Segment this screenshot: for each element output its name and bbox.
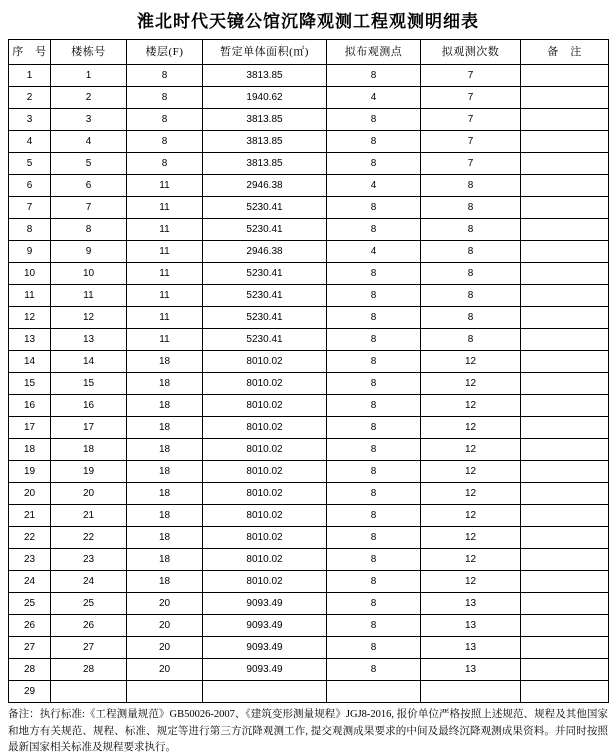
cell-remark <box>521 307 609 329</box>
cell-building: 17 <box>51 417 127 439</box>
table-row <box>9 351 609 373</box>
table-row <box>9 439 609 461</box>
cell-remark <box>521 373 609 395</box>
table-header-row <box>9 40 609 65</box>
table-row <box>9 131 609 153</box>
cell-floor: 18 <box>127 417 203 439</box>
cell-area: 8010.02 <box>203 461 327 483</box>
cell-times: 13 <box>421 593 521 615</box>
cell-points: 8 <box>327 263 421 285</box>
table-row <box>9 461 609 483</box>
cell-seq: 13 <box>9 329 51 351</box>
cell-seq: 6 <box>9 175 51 197</box>
cell-points: 8 <box>327 329 421 351</box>
cell-remark <box>521 351 609 373</box>
cell-floor: 20 <box>127 593 203 615</box>
table-row <box>9 395 609 417</box>
cell-floor: 18 <box>127 505 203 527</box>
cell-remark <box>521 549 609 571</box>
cell-remark <box>521 417 609 439</box>
cell-area: 8010.02 <box>203 373 327 395</box>
table-row <box>9 483 609 505</box>
cell-times: 12 <box>421 373 521 395</box>
cell-remark <box>521 153 609 175</box>
page-title: 淮北时代天镜公馆沉降观测工程观测明细表 <box>137 12 479 31</box>
column-header-times: 拟观测次数 <box>421 40 521 65</box>
column-header-points: 拟布观测点 <box>327 40 421 65</box>
cell-area: 9093.49 <box>203 637 327 659</box>
cell-floor: 20 <box>127 615 203 637</box>
cell-points: 8 <box>327 373 421 395</box>
cell-remark <box>521 241 609 263</box>
column-header-seq: 序 号 <box>9 40 51 65</box>
cell-building: 12 <box>51 307 127 329</box>
column-header-remark: 备 注 <box>521 40 609 65</box>
cell-remark <box>521 505 609 527</box>
footer-note: 备注：执行标准:《工程测量规范》GB50026-2007、《建筑变形测量规程》JGJ8-2016, 报价单位严格按照上述规范、规程及其他国家和地方有关规范、规程、标准、规定等进行第三方沉降观测工作, 提交观测成果要求的中间及最终沉降观测成果资料。并同时按照最新国家相关标准及规程要求执行。 <box>8 709 608 753</box>
cell-remark <box>521 527 609 549</box>
table-row <box>9 505 609 527</box>
cell-seq: 11 <box>9 285 51 307</box>
cell-times: 8 <box>421 263 521 285</box>
cell-floor: 11 <box>127 263 203 285</box>
cell-floor: 11 <box>127 285 203 307</box>
cell-floor: 18 <box>127 483 203 505</box>
cell-times: 12 <box>421 417 521 439</box>
cell-remark <box>521 681 609 703</box>
cell-building: 23 <box>51 549 127 571</box>
cell-points: 8 <box>327 593 421 615</box>
cell-building: 18 <box>51 439 127 461</box>
cell-area: 9093.49 <box>203 593 327 615</box>
table-row <box>9 571 609 593</box>
cell-building: 1 <box>51 65 127 87</box>
column-header-floor: 楼层(F) <box>127 40 203 65</box>
cell-area: 2946.38 <box>203 241 327 263</box>
cell-points: 8 <box>327 395 421 417</box>
cell-area: 8010.02 <box>203 395 327 417</box>
table-row <box>9 615 609 637</box>
cell-times: 8 <box>421 285 521 307</box>
cell-seq: 1 <box>9 65 51 87</box>
cell-building: 20 <box>51 483 127 505</box>
cell-area: 8010.02 <box>203 351 327 373</box>
cell-times: 7 <box>421 65 521 87</box>
cell-points: 8 <box>327 505 421 527</box>
cell-seq: 29 <box>9 681 51 703</box>
cell-floor: 8 <box>127 153 203 175</box>
cell-times: 8 <box>421 197 521 219</box>
cell-times: 12 <box>421 483 521 505</box>
cell-floor: 18 <box>127 351 203 373</box>
cell-points: 8 <box>327 439 421 461</box>
cell-remark <box>521 131 609 153</box>
cell-points: 8 <box>327 461 421 483</box>
cell-remark <box>521 109 609 131</box>
table-row <box>9 109 609 131</box>
table-row <box>9 681 609 703</box>
cell-area: 5230.41 <box>203 285 327 307</box>
cell-remark <box>521 571 609 593</box>
cell-area: 3813.85 <box>203 65 327 87</box>
cell-building: 19 <box>51 461 127 483</box>
cell-times: 12 <box>421 351 521 373</box>
cell-area: 3813.85 <box>203 131 327 153</box>
cell-area: 8010.02 <box>203 571 327 593</box>
cell-building: 6 <box>51 175 127 197</box>
cell-floor: 11 <box>127 219 203 241</box>
cell-floor: 18 <box>127 395 203 417</box>
cell-times <box>421 681 521 703</box>
cell-times: 12 <box>421 505 521 527</box>
cell-seq: 10 <box>9 263 51 285</box>
cell-building: 5 <box>51 153 127 175</box>
cell-remark <box>521 175 609 197</box>
cell-floor: 11 <box>127 197 203 219</box>
cell-remark <box>521 439 609 461</box>
cell-points: 8 <box>327 549 421 571</box>
cell-building: 8 <box>51 219 127 241</box>
cell-seq: 28 <box>9 659 51 681</box>
cell-area: 5230.41 <box>203 219 327 241</box>
cell-building <box>51 681 127 703</box>
cell-building: 27 <box>51 637 127 659</box>
table-row <box>9 153 609 175</box>
cell-times: 8 <box>421 307 521 329</box>
cell-area: 8010.02 <box>203 505 327 527</box>
cell-points: 8 <box>327 527 421 549</box>
cell-area: 5230.41 <box>203 307 327 329</box>
cell-remark <box>521 593 609 615</box>
table-row <box>9 219 609 241</box>
cell-building: 7 <box>51 197 127 219</box>
cell-area: 8010.02 <box>203 483 327 505</box>
cell-seq: 23 <box>9 549 51 571</box>
cell-building: 22 <box>51 527 127 549</box>
cell-area: 5230.41 <box>203 329 327 351</box>
table-row <box>9 285 609 307</box>
cell-seq: 3 <box>9 109 51 131</box>
observation-detail-table <box>8 39 609 703</box>
cell-remark <box>521 637 609 659</box>
cell-times: 8 <box>421 329 521 351</box>
table-row <box>9 593 609 615</box>
cell-remark <box>521 483 609 505</box>
table-row <box>9 65 609 87</box>
cell-building: 14 <box>51 351 127 373</box>
table-row <box>9 527 609 549</box>
cell-remark <box>521 65 609 87</box>
cell-remark <box>521 461 609 483</box>
cell-times: 12 <box>421 461 521 483</box>
table-row <box>9 307 609 329</box>
cell-seq: 15 <box>9 373 51 395</box>
cell-area <box>203 681 327 703</box>
cell-seq: 19 <box>9 461 51 483</box>
cell-points: 8 <box>327 351 421 373</box>
cell-area: 8010.02 <box>203 527 327 549</box>
table-row <box>9 87 609 109</box>
cell-points: 8 <box>327 307 421 329</box>
cell-remark <box>521 263 609 285</box>
cell-seq: 2 <box>9 87 51 109</box>
cell-seq: 24 <box>9 571 51 593</box>
cell-area: 3813.85 <box>203 109 327 131</box>
cell-seq: 7 <box>9 197 51 219</box>
cell-floor: 18 <box>127 571 203 593</box>
cell-seq: 8 <box>9 219 51 241</box>
cell-times: 13 <box>421 637 521 659</box>
table-row <box>9 175 609 197</box>
cell-floor: 11 <box>127 175 203 197</box>
cell-seq: 9 <box>9 241 51 263</box>
cell-seq: 16 <box>9 395 51 417</box>
cell-building: 21 <box>51 505 127 527</box>
table-row <box>9 659 609 681</box>
cell-times: 7 <box>421 153 521 175</box>
table-row <box>9 329 609 351</box>
cell-remark <box>521 395 609 417</box>
cell-times: 12 <box>421 571 521 593</box>
cell-building: 24 <box>51 571 127 593</box>
cell-area: 8010.02 <box>203 417 327 439</box>
cell-points: 8 <box>327 285 421 307</box>
column-header-building: 楼栋号 <box>51 40 127 65</box>
cell-floor: 18 <box>127 461 203 483</box>
table-row <box>9 373 609 395</box>
cell-area: 3813.85 <box>203 153 327 175</box>
cell-area: 9093.49 <box>203 659 327 681</box>
cell-points: 8 <box>327 153 421 175</box>
table-row <box>9 263 609 285</box>
cell-seq: 27 <box>9 637 51 659</box>
cell-remark <box>521 197 609 219</box>
table-row <box>9 241 609 263</box>
cell-times: 12 <box>421 527 521 549</box>
cell-area: 2946.38 <box>203 175 327 197</box>
cell-floor: 18 <box>127 439 203 461</box>
cell-seq: 14 <box>9 351 51 373</box>
cell-remark <box>521 659 609 681</box>
table-row <box>9 637 609 659</box>
column-header-area: 暂定单体面积(㎡) <box>203 40 327 65</box>
cell-floor: 20 <box>127 637 203 659</box>
cell-area: 5230.41 <box>203 197 327 219</box>
cell-floor: 8 <box>127 131 203 153</box>
cell-building: 13 <box>51 329 127 351</box>
cell-points: 4 <box>327 241 421 263</box>
table-row <box>9 549 609 571</box>
cell-floor: 11 <box>127 307 203 329</box>
cell-points: 8 <box>327 65 421 87</box>
cell-floor: 11 <box>127 329 203 351</box>
cell-area: 8010.02 <box>203 439 327 461</box>
cell-building: 11 <box>51 285 127 307</box>
cell-building: 28 <box>51 659 127 681</box>
cell-seq: 12 <box>9 307 51 329</box>
table-header <box>9 40 609 65</box>
cell-seq: 5 <box>9 153 51 175</box>
cell-times: 7 <box>421 109 521 131</box>
cell-seq: 4 <box>9 131 51 153</box>
cell-seq: 20 <box>9 483 51 505</box>
cell-times: 7 <box>421 131 521 153</box>
cell-floor: 8 <box>127 87 203 109</box>
cell-remark <box>521 87 609 109</box>
cell-building: 26 <box>51 615 127 637</box>
cell-points: 4 <box>327 87 421 109</box>
cell-points: 8 <box>327 571 421 593</box>
cell-seq: 18 <box>9 439 51 461</box>
cell-area: 8010.02 <box>203 549 327 571</box>
cell-points: 8 <box>327 109 421 131</box>
cell-seq: 26 <box>9 615 51 637</box>
cell-times: 8 <box>421 241 521 263</box>
cell-building: 16 <box>51 395 127 417</box>
cell-area: 9093.49 <box>203 615 327 637</box>
cell-seq: 22 <box>9 527 51 549</box>
cell-points: 8 <box>327 483 421 505</box>
cell-points: 8 <box>327 417 421 439</box>
cell-remark <box>521 615 609 637</box>
cell-seq: 25 <box>9 593 51 615</box>
cell-building: 10 <box>51 263 127 285</box>
cell-times: 12 <box>421 395 521 417</box>
cell-building: 9 <box>51 241 127 263</box>
cell-floor: 18 <box>127 527 203 549</box>
cell-floor: 8 <box>127 65 203 87</box>
cell-points: 8 <box>327 219 421 241</box>
cell-points: 8 <box>327 615 421 637</box>
cell-remark <box>521 285 609 307</box>
cell-building: 3 <box>51 109 127 131</box>
cell-floor: 18 <box>127 373 203 395</box>
cell-points: 8 <box>327 197 421 219</box>
cell-floor: 20 <box>127 659 203 681</box>
cell-building: 2 <box>51 87 127 109</box>
cell-building: 15 <box>51 373 127 395</box>
cell-remark <box>521 329 609 351</box>
cell-times: 7 <box>421 87 521 109</box>
cell-times: 13 <box>421 615 521 637</box>
cell-points: 8 <box>327 659 421 681</box>
table-body <box>9 65 609 703</box>
cell-floor: 18 <box>127 549 203 571</box>
cell-building: 4 <box>51 131 127 153</box>
cell-points: 4 <box>327 175 421 197</box>
cell-area: 1940.62 <box>203 87 327 109</box>
cell-floor <box>127 681 203 703</box>
cell-times: 12 <box>421 439 521 461</box>
table-row <box>9 417 609 439</box>
cell-area: 5230.41 <box>203 263 327 285</box>
cell-floor: 11 <box>127 241 203 263</box>
cell-points: 8 <box>327 637 421 659</box>
cell-times: 8 <box>421 175 521 197</box>
cell-times: 12 <box>421 549 521 571</box>
table-row <box>9 197 609 219</box>
cell-floor: 8 <box>127 109 203 131</box>
cell-remark <box>521 219 609 241</box>
cell-times: 8 <box>421 219 521 241</box>
cell-points: 8 <box>327 131 421 153</box>
cell-times: 13 <box>421 659 521 681</box>
cell-seq: 21 <box>9 505 51 527</box>
cell-building: 25 <box>51 593 127 615</box>
cell-seq: 17 <box>9 417 51 439</box>
cell-points <box>327 681 421 703</box>
